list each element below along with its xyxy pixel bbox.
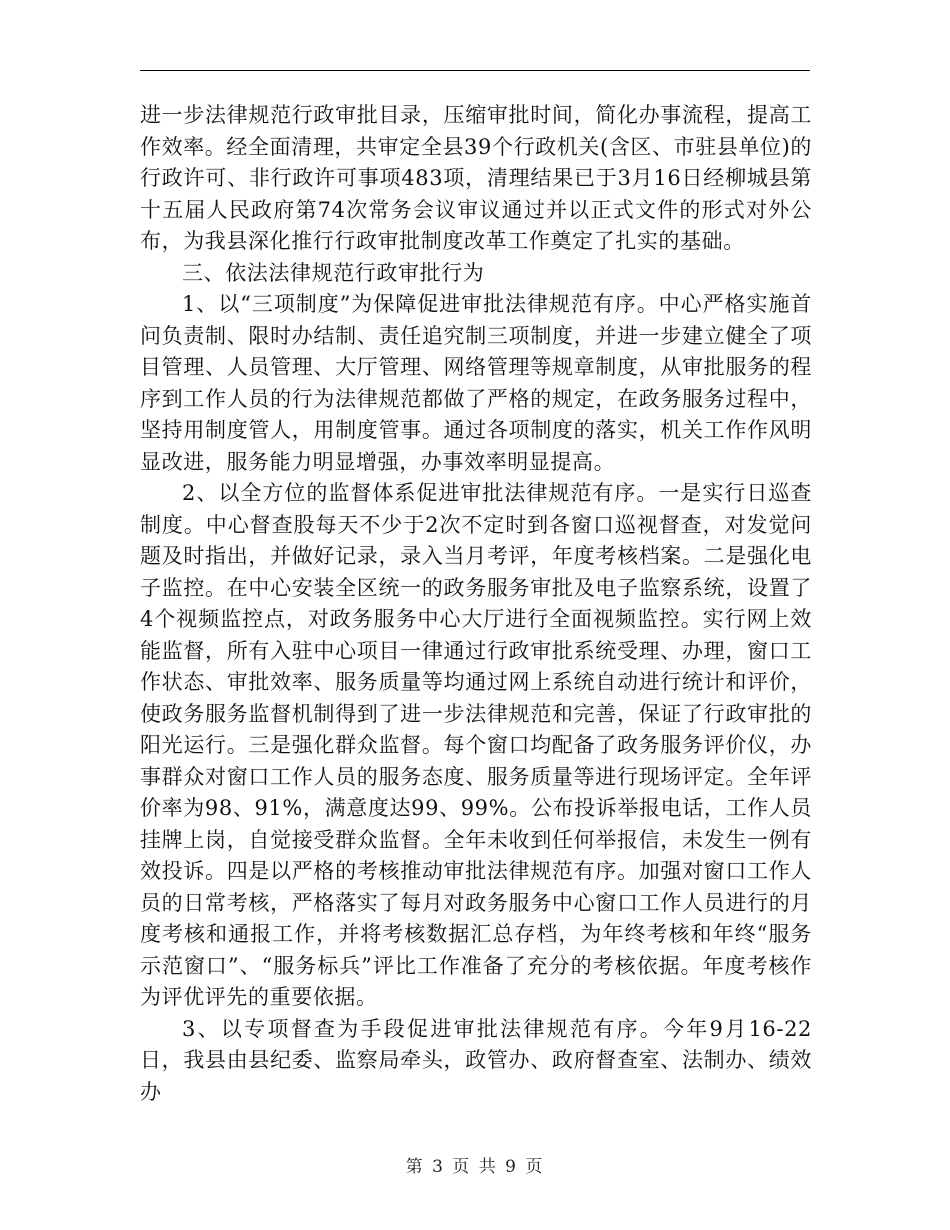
paragraph-item-1: 1、以“三项制度”为保障促进审批法律规范有序。中心严格实施首问负责制、限时办结制、责任追究制三项制度，并进一步建立健全了项目管理、人员管理、大厅管理、网络管理等规章制度，从审批服务的程序到工作人员的行为法律规范都做了严格的规定，在政务服务过程中，坚持用制度管人，用制度管事。通过各项制度的落实，机关工作作风明显改进，服务能力明显增强，办事效率明显提高。 — [140, 292, 812, 474]
header-rule — [140, 70, 810, 71]
document-body — [140, 100, 812, 1108]
paragraph-item-3: 3、以专项督查为手段促进审批法律规范有序。今年9月16-22日，我县由县纪委、监察局牵头，政管办、政府督查室、法制办、绩效办 — [140, 1016, 812, 1104]
page-number-footer: 第 3 页 共 9 页 — [405, 1157, 545, 1177]
paragraph-item-2: 2、以全方位的监督体系促进审批法律规范有序。一是实行日巡查制度。中心督查股每天不少于2次不定时到各窗口巡视督查，对发觉问题及时指出，并做好记录，录入当月考评，年度考核档案。二是强化电子监控。在中心安装全区统一的政务服务审批及电子监察系统，设置了4个视频监控点，对政务服务中心大厅进行全面视频监控。实行网上效能监督，所有入驻中心项目一律通过行政审批系统受理、办理，窗口工作状态、审批效率、服务质量等均通过网上系统自动进行统计和评价，使政务服务监督机制得到了进一步法律规范和完善，保证了行政审批的阳光运行。三是强化群众监督。每个窗口均配备了政务服务评价仪，办事群众对窗口工作人员的服务态度、服务质量等进行现场评定。全年评价率为98、91%，满意度达99、99%。公布投诉举报电话，工作人员挂牌上岗，自觉接受群众监督。全年未收到任何举报信，未发生一例有效投诉。四是以严格的考核推动审批法律规范有序。加强对窗口工作人员的日常考核，严格落实了每月对政务服务中心窗口工作人员进行的月度考核和通报工作，并将考核数据汇总存档，为年终考核和年终“服务示范窗口”、“服务标兵”评比工作准备了充分的考核依据。年度考核作为评优评先的重要依据。 — [140, 481, 812, 1009]
section-heading: 三、依法法律规范行政审批行为 — [182, 260, 485, 285]
paragraph-continuation: 进一步法律规范行政审批目录，压缩审批时间，简化办事流程，提高工作效率。经全面清理，共审定全县39个行政机关(含区、市驻县单位)的行政许可、非行政许可事项483项，清理结果已于3月16日经柳城县第十五届人民政府第74次常务会议审议通过并以正式文件的形式对外公布，为我县深化推行行政审批制度改革工作奠定了扎实的基础。 — [140, 103, 812, 253]
